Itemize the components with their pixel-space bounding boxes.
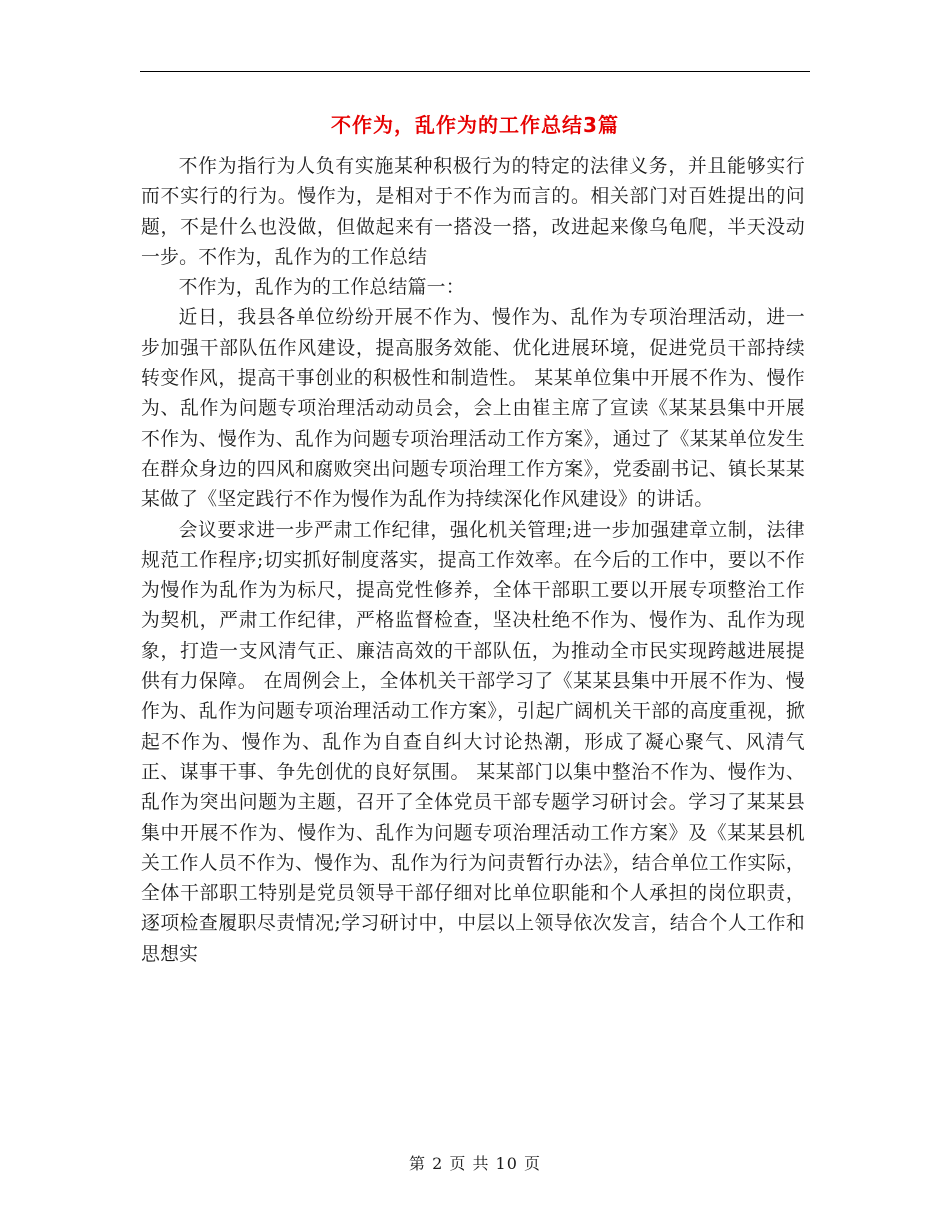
body-paragraph: 近日，我县各单位纷纷开展不作为、慢作为、乱作为专项治理活动，进一步加强干部队伍作风建设，提高服务效能、优化进展环境，促进党员干部持续转变作风，提高干事创业的积极性和制造性。 某某单位集中开展不作为、慢作为、乱作为问题专项治理活动动员会，会上由崔主席了宣读《某某县集中开展不作为、慢作为、乱作为问题专项治理活动工作方案》，通过了《某某单位发生在群众身边的四风和腐败突出问题专项治理工作方案》，党委副书记、镇长某某某做了《坚定践行不作为慢作为乱作为持续深化作风建设》的讲话。 bbox=[141, 307, 805, 511]
body-paragraph: 会议要求进一步严肃工作纪律，强化机关管理;进一步加强建章立制，法律规范工作程序;切实抓好制度落实，提高工作效率。在今后的工作中，要以不作为慢作为乱作为为标尺，提高党性修养，全体干部职工要以开展专项整治工作为契机，严肃工作纪律，严格监督检查，坚决杜绝不作为、慢作为、乱作为现象，打造一支风清气正、廉洁高效的干部队伍，为推动全市民实现跨越进展提供有力保障。 在周例会上，全体机关干部学习了《某某县集中开展不作为、慢作为、乱作为问题专项治理活动工作方案》，引起广阔机关干部的高度重视，掀起不作为、慢作为、乱作为自查自纠大讨论热潮，形成了凝心聚气、风清气正、谋事干事、争先创优的良好氛围。 某某部门以集中整治不作为、慢作为、乱作为突出问题为主题，召开了全体党员干部专题学习研讨会。学习了某某县集中开展不作为、慢作为、乱作为问题专项治理活动工作方案》及《某某县机关工作人员不作为、慢作为、乱作为行为问责暂行办法》，结合单位工作实际，全体干部职工特别是党员领导干部仔细对比单位职能和个人承担的岗位职责，逐项检查履职尽责情况;学习研讨中，中层以上领导依次发言，结合个人工作和思想实 bbox=[141, 519, 805, 965]
section-heading: 不作为，乱作为的工作总结篇一： bbox=[178, 277, 465, 299]
body-paragraph-intro: 不作为指行为人负有实施某种积极行为的特定的法律义务，并且能够实行而不实行的行为。慢作为，是相对于不作为而言的。相关部门对百姓提出的问题，不是什么也没做，但做起来有一搭没一搭，改进起来像乌龟爬，半天没动一步。不作为，乱作为的工作总结 bbox=[141, 156, 805, 268]
page-number: 第 2 页 共 10 页 bbox=[409, 1154, 541, 1173]
document-body bbox=[141, 152, 805, 970]
document-title: 不作为，乱作为的工作总结3篇 bbox=[331, 113, 619, 137]
header-rule bbox=[140, 71, 810, 72]
